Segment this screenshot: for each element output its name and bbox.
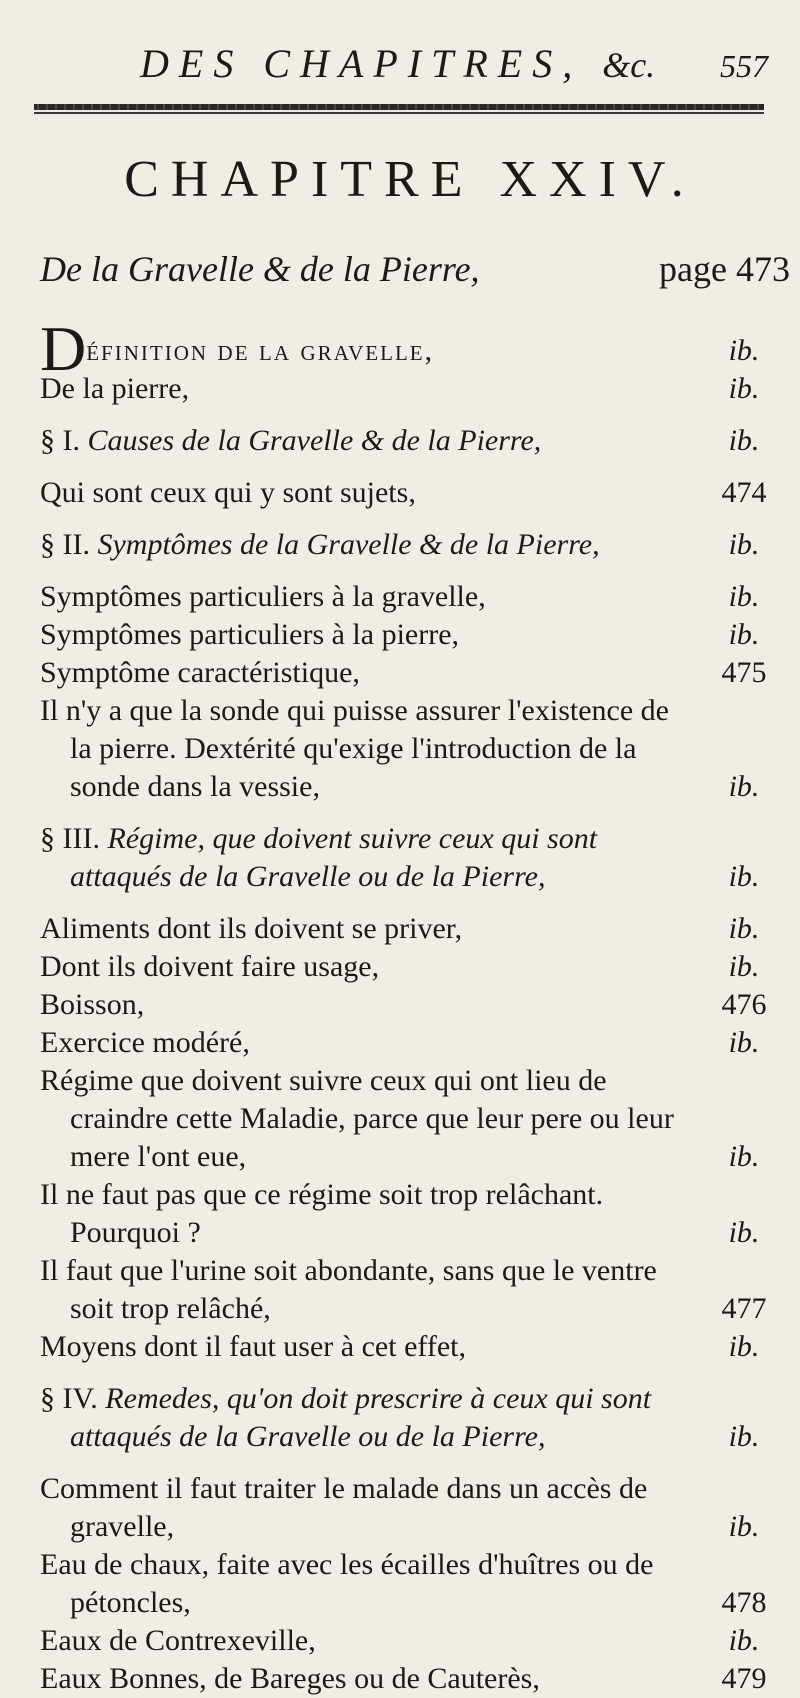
toc-entry (40, 474, 792, 512)
toc-entry-page: 477 (721, 1292, 767, 1325)
toc-entry (40, 1252, 792, 1328)
toc-entry-page: ib. (728, 1330, 760, 1363)
toc-entry-text (40, 820, 792, 896)
page-number: 557 (720, 48, 768, 84)
section-mark: § IV. (40, 1382, 98, 1415)
chapter-subject: De la Gravelle & de la Pierre, (40, 249, 480, 289)
toc-section-heading (40, 526, 792, 564)
toc-entry (40, 692, 792, 806)
toc-entry (40, 578, 792, 616)
toc-entry (40, 1328, 792, 1366)
toc-entry-page: 476 (721, 988, 767, 1021)
toc-entry-page: 475 (721, 656, 767, 689)
toc-entry (40, 1470, 792, 1546)
section-mark: § I. (40, 424, 80, 457)
section-title: Causes de la Gravelle & de la Pierre, (87, 424, 542, 457)
toc-entry-text: Il ne faut pas que ce régime soit trop relâchant. Pourquoi ? (40, 1178, 604, 1249)
toc-entry-text: Eaux de Contrexeville, (40, 1624, 316, 1657)
toc-entry-text: Moyens dont il faut user à cet effet, (40, 1330, 466, 1363)
toc-entry (40, 1546, 792, 1622)
toc-entry-page: 479 (721, 1662, 767, 1695)
toc-entry (40, 313, 792, 384)
toc-entry-text: Dont ils doivent faire usage, (40, 950, 380, 983)
toc-entry (40, 986, 792, 1024)
toc-entry (40, 370, 792, 408)
toc-entry-text: Eau de chaux, faite avec les écailles d'huîtres ou de pétoncles, (40, 1548, 654, 1619)
running-title: DES CHAPITRES, (140, 41, 583, 86)
section-title: Remedes, qu'on doit prescrire à ceux qui sont attaqués de la Gravelle ou de la Pierre, (70, 1382, 652, 1453)
toc-section-heading (40, 820, 792, 896)
toc-entry-page: 478 (721, 1586, 767, 1619)
toc-entry-text: Il faut que l'urine soit abondante, sans que le ventre soit trop relâché, (40, 1254, 657, 1325)
toc-entry-page: 474 (721, 476, 767, 509)
toc-entry-text (40, 526, 792, 564)
toc-entry-text: Symptômes particuliers à la pierre, (40, 618, 460, 651)
toc-entry-page: ib. (728, 372, 760, 405)
toc-entry (40, 1062, 792, 1176)
toc-entry-page: ib. (728, 424, 760, 457)
section-title: Régime, que doivent suivre ceux qui sont attaqués de la Gravelle ou de la Pierre, (70, 822, 598, 893)
toc-entry (40, 1622, 792, 1660)
toc-entry-text: Symptômes particuliers à la gravelle, (40, 580, 486, 613)
toc-entry-text (40, 1380, 792, 1456)
section-mark: § II. (40, 528, 90, 561)
section-title: Symptômes de la Gravelle & de la Pierre, (97, 528, 600, 561)
toc-entry-page: ib. (728, 618, 760, 651)
running-etc: &c. (602, 45, 656, 85)
toc-section-heading (40, 1380, 792, 1456)
table-of-contents (40, 313, 792, 1698)
toc-entry-page: ib. (728, 1510, 760, 1543)
toc-entry (40, 1024, 792, 1062)
toc-entry-page: ib. (728, 1216, 760, 1249)
toc-entry-page: ib. (728, 1026, 760, 1059)
drop-initial: D (40, 313, 87, 384)
toc-entry-page: ib. (728, 334, 760, 367)
toc-entry-text: Symptôme caractéristique, (40, 656, 360, 689)
toc-entry-text: Qui sont ceux qui y sont sujets, (40, 476, 416, 509)
toc-entry (40, 948, 792, 986)
toc-entry-page: ib. (728, 912, 760, 945)
toc-entry-page: ib. (728, 528, 760, 561)
toc-section-heading (40, 422, 792, 460)
toc-entry-text-rest: éfinition de la gravelle, (86, 334, 435, 367)
header-rule (34, 104, 764, 110)
toc-entry-text: Comment il faut traiter le malade dans un accès de gravelle, (40, 1472, 648, 1543)
toc-entry-page: ib. (728, 770, 760, 803)
toc-entry-text: Aliments dont ils doivent se priver, (40, 912, 463, 945)
chapter-subject-line (40, 248, 790, 298)
section-mark: § III. (40, 822, 100, 855)
chapter-title: CHAPITRE XXIV. (124, 151, 696, 208)
toc-entry-page: ib. (728, 1624, 760, 1657)
toc-entry (40, 654, 792, 692)
toc-entry-text: Il n'y a que la sonde qui puisse assurer l'existence de la pierre. Dextérité qu'exige l'introduction de la sonde dans la vessie, (40, 694, 669, 803)
toc-entry (40, 616, 792, 654)
toc-entry-text: Boisson, (40, 988, 145, 1021)
running-head (140, 40, 740, 87)
toc-entry-text: De la pierre, (40, 372, 190, 405)
toc-entry-text (40, 313, 792, 384)
toc-entry-page: ib. (728, 580, 760, 613)
header-rule-thin (34, 112, 764, 114)
chapter-subject-page: page 473 (659, 249, 790, 289)
toc-entry-text: Exercice modéré, (40, 1026, 250, 1059)
toc-entry-text: Régime que doivent suivre ceux qui ont lieu de craindre cette Maladie, parce que leur pere ou leur mere l'ont eue, (40, 1064, 674, 1173)
toc-entry-text: Eaux Bonnes, de Bareges ou de Cauterès, (40, 1662, 540, 1695)
toc-entry (40, 1660, 792, 1698)
toc-entry (40, 1176, 792, 1252)
toc-entry-page: ib. (728, 950, 760, 983)
toc-entry-page: ib. (728, 1140, 760, 1173)
toc-entry (40, 910, 792, 948)
toc-entry-page: ib. (728, 860, 760, 893)
toc-entry-page: ib. (728, 1420, 760, 1453)
toc-entry-text (40, 422, 792, 460)
